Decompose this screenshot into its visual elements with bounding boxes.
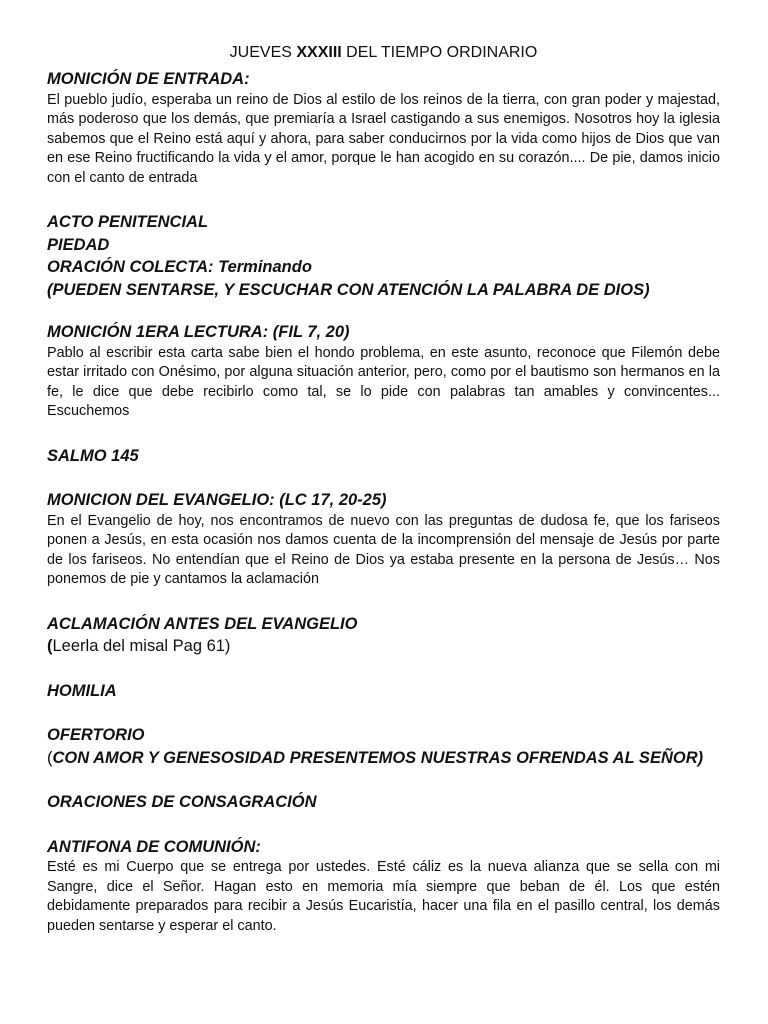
- antifona-heading: ANTIFONA DE COMUNIÓN:: [47, 837, 261, 856]
- title-suffix: DEL TIEMPO ORDINARIO: [341, 44, 538, 61]
- acto-penitencial-heading: ACTO PENITENCIAL: [47, 213, 209, 231]
- ofertorio-open-paren: (: [47, 748, 53, 767]
- ofertorio-text: [47, 747, 720, 770]
- monicion-entrada-heading: MONICIÓN DE ENTRADA:: [47, 70, 250, 88]
- salmo-heading: SALMO 145: [47, 446, 139, 465]
- aclamacion-open-paren: (: [47, 637, 53, 655]
- monicion-evangelio-heading: MONICION DEL EVANGELIO: (LC 17, 20-25): [47, 491, 387, 509]
- pueden-sentarse-instruction: (PUEDEN SENTARSE, Y ESCUCHAR CON ATENCIÓN LA PALABRA DE DIOS): [47, 280, 650, 299]
- ofertorio-text-body: CON AMOR Y GENESOSIDAD PRESENTEMOS NUESTRAS OFRENDAS AL SEÑOR): [52, 748, 704, 767]
- monicion-lectura-heading: MONICIÓN 1ERA LECTURA: (FIL 7, 20): [47, 323, 350, 341]
- oracion-colecta-heading: ORACIÓN COLECTA: Terminando: [47, 258, 312, 276]
- monicion-entrada-text: El pueblo judío, esperaba un reino de Dios al estilo de los reinos de la tierra, con gran poder y majestad, más poderoso que los demás, que premiaría a Israel castigando a sus enemigos. Nosotros hoy la iglesia sabemos que el Reino está aquí y ahora, para saber conducirnos por la vida como hijos de Dios que van en ese Reino fructificando la vida y el amor, porque le han acogido en su corazón.... De pie, damos inicio con el canto de entrada: [47, 91, 720, 186]
- monicion-lectura-text: Pablo al escribir esta carta sabe bien el hondo problema, en este asunto, reconoce que Filemón debe estar irritado con Onésimo, por alguna situación anterior, pero, como por el bautismo son hermanos en la fe, le dice que debe recibirlo como tal, se lo pide con palabras tan amables y convincentes... Escuchemos: [47, 344, 720, 419]
- piedad-heading: PIEDAD: [47, 235, 110, 254]
- document-page: [47, 42, 720, 936]
- aclamacion-note: [47, 635, 720, 658]
- aclamacion-heading: ACLAMACIÓN ANTES DEL EVANGELIO: [47, 614, 358, 633]
- title-prefix: JUEVES: [229, 44, 297, 61]
- monicion-evangelio-text: En el Evangelio de hoy, nos encontramos de nuevo con las preguntas de dudosa fe, que los fariseos ponen a Jesús, en esta ocasión nos damos cuenta de la incomprensión del mensaje de Jesús por parte de los fariseos. No entendían que el Reino de Dios ya estaba presente en la persona de Jesús… Nos ponemos de pie y cantamos la aclamación: [47, 512, 720, 587]
- antifona-text: Esté es mi Cuerpo que se entrega por ustedes. Esté cáliz es la nueva alianza que se sella con mi Sangre, dice el Señor. Hagan esto en memoria mía siempre que beban de él. Los que estén debidamente preparados para recibir a Jesús Eucaristía, hacer una fila en el pasillo central, los demás pueden sentarse y esperar el canto.: [47, 859, 720, 934]
- document-title: [47, 42, 720, 64]
- ofertorio-heading: OFERTORIO: [47, 726, 145, 744]
- aclamacion-note-text: Leerla del misal Pag 61): [52, 637, 231, 655]
- homilia-heading: HOMILIA: [47, 681, 117, 700]
- oraciones-consagracion-heading: ORACIONES DE CONSAGRACIÓN: [47, 793, 317, 811]
- title-ordinal: XXXIII: [296, 44, 342, 61]
